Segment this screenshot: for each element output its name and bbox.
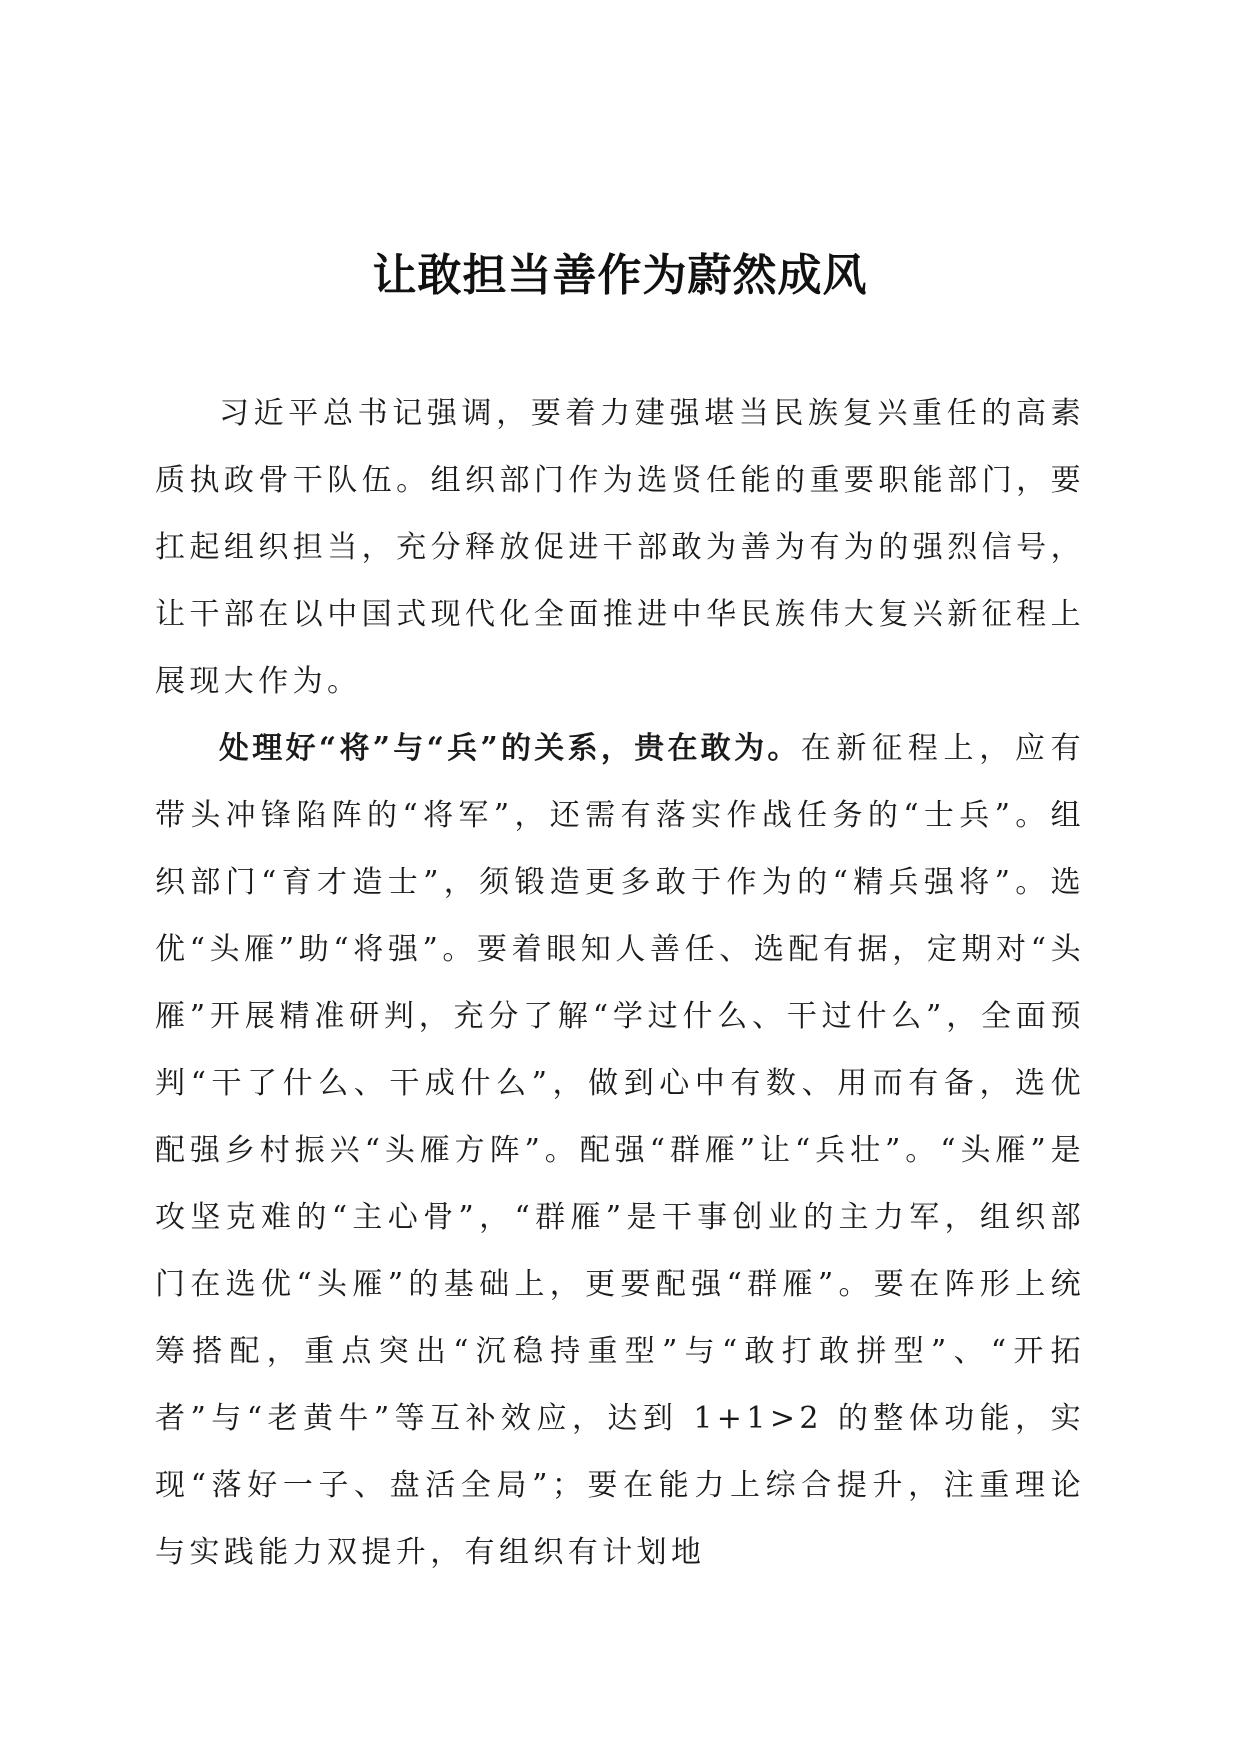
paragraph-text: 习近平总书记强调，要着力建强堪当民族复兴重任的高素质执政骨干队伍。组织部门作为选贤任能的重要职能部门，要扛起组织担当，充分释放促进干部敢为善为有为的强烈信号，让干部在以中国式现代化全面推进中华民族伟大复兴新征程上展现大作为。 (155, 396, 1085, 699)
document-title: 让敢担当善作为蔚然成风 (372, 250, 868, 301)
paragraph-general-soldier (155, 715, 1085, 1586)
paragraph-text: 在新征程上，应有带头冲锋陷阵的“将军”，还需有落实作战任务的“士兵”。组织部门“育才造士”，须锻造更多敢于作为的“精兵强将”。选优“头雁”助“将强”。要着眼知人善任、选配有据，定期对“头雁”开展精准研判，充分了解“学过什么、干过什么”，全面预判“干了什么、干成什么”，做到心中有数、用而有备，选优配强乡村振兴“头雁方阵”。配强“群雁”让“兵壮”。“头雁”是攻坚克难的“主心骨”，“群雁”是干事创业的主力军，组织部门在选优“头雁”的基础上，更要配强“群雁”。要在阵形上统筹搭配，重点突出“沉稳持重型”与“敢打敢拼型”、“开拓者”与“老黄牛”等互补效应，达到 1+1>2 的整体功能，实现“落好一子、盘活全局”；要在能力上综合提升，注重理论与实践能力双提升，有组织有计划地 (155, 731, 1085, 1570)
paragraph-intro (155, 380, 1085, 715)
paragraph-lead: 处理好“将”与“兵”的关系，贵在敢为。 (219, 731, 801, 766)
document-body (155, 380, 1085, 1586)
